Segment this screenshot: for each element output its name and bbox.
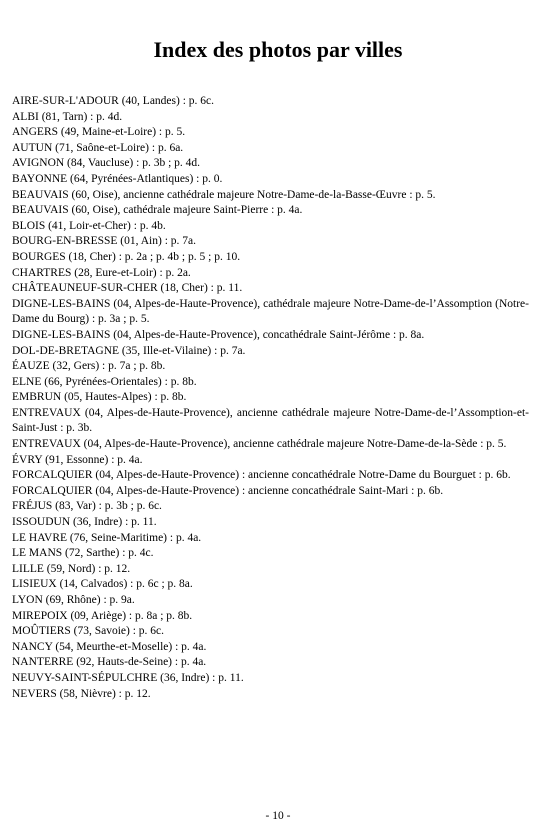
index-entry: AVIGNON (84, Vaucluse) : p. 3b ; p. 4d. (12, 157, 201, 170)
index-entry: FORCALQUIER (04, Alpes-de-Haute-Provence) : ancienne concathédrale Saint-Mari : p. 6b. (12, 484, 444, 497)
index-entry: BOURGES (18, Cher) : p. 2a ; p. 4b ; p. 5 ; p. 10. (12, 250, 241, 263)
index-entry: AIRE-SUR-L'ADOUR (40, Landes) : p. 6c. (12, 95, 215, 107)
index-entry: AUTUN (71, Saône-et-Loire) : p. 6a. (12, 141, 184, 154)
index-entry: DIGNE-LES-BAINS (04, Alpes-de-Haute-Provence), cathédrale majeure Notre-Dame-de-l’Assomption (Notre-Dame du Bourg) : p. 3a ; p. 5. (12, 297, 529, 326)
index-entry: NEUVY-SAINT-SÉPULCHRE (36, Indre) : p. 11. (12, 671, 244, 684)
index-entry: ISSOUDUN (36, Indre) : p. 11. (12, 516, 157, 529)
page-title: Index des photos par villes (153, 37, 403, 62)
index-entry: CHÂTEAUNEUF-SUR-CHER (18, Cher) : p. 11. (12, 282, 243, 295)
index-entry: BEAUVAIS (60, Oise), ancienne cathédrale majeure Notre-Dame-de-la-Basse-Œuvre : p. 5. (12, 188, 436, 201)
index-entry: ÉVRY (91, Essonne) : p. 4a. (12, 453, 143, 466)
index-entry: MOÛTIERS (73, Savoie) : p. 6c. (12, 625, 165, 638)
index-entry: LISIEUX (14, Calvados) : p. 6c ; p. 8a. (12, 578, 193, 591)
index-entry: BLOIS (41, Loir-et-Cher) : p. 4b. (12, 219, 166, 232)
index-entry: LE HAVRE (76, Seine-Maritime) : p. 4a. (12, 531, 202, 544)
index-entry: BOURG-EN-BRESSE (01, Ain) : p. 7a. (12, 235, 196, 248)
index-entry: ANGERS (49, Maine-et-Loire) : p. 5. (12, 126, 186, 139)
index-entry: ALBI (81, Tarn) : p. 4d. (12, 110, 123, 123)
index-entry: ENTREVAUX (04, Alpes-de-Haute-Provence), ancienne cathédrale majeure Notre-Dame-de-la-Sède : p. 5. (12, 438, 507, 451)
index-entry: ENTREVAUX (04, Alpes-de-Haute-Provence), ancienne cathédrale majeure Notre-Dame-de-l’Assomption-et-Saint-Just : p. 3b. (12, 406, 529, 435)
index-entry: NANTERRE (92, Hauts-de-Seine) : p. 4a. (12, 656, 207, 669)
index-entry: DOL-DE-BRETAGNE (35, Ille-et-Vilaine) : p. 7a. (12, 344, 246, 357)
index-entry: CHARTRES (28, Eure-et-Loir) : p. 2a. (12, 266, 191, 279)
index-entry: LYON (69, Rhône) : p. 9a. (12, 594, 135, 606)
index-entry: NEVERS (58, Nièvre) : p. 12. (12, 687, 151, 700)
index-entry: ELNE (66, Pyrénées-Orientales) : p. 8b. (12, 375, 197, 388)
index-entry: FORCALQUIER (04, Alpes-de-Haute-Provence) : ancienne concathédrale Notre-Dame du Bourguet : p. 6b. (12, 469, 511, 482)
index-entry: BEAUVAIS (60, Oise), cathédrale majeure Saint-Pierre : p. 4a. (12, 204, 303, 217)
city-index-list (12, 94, 529, 702)
index-entry: DIGNE-LES-BAINS (04, Alpes-de-Haute-Provence), concathédrale Saint-Jérôme : p. 8a. (12, 328, 425, 341)
index-entry: ÉAUZE (32, Gers) : p. 7a ; p. 8b. (12, 360, 166, 373)
index-entry: BAYONNE (64, Pyrénées-Atlantiques) : p. 0. (12, 172, 223, 185)
index-entry: LE MANS (72, Sarthe) : p. 4c. (12, 547, 154, 560)
index-entry: NANCY (54, Meurthe-et-Moselle) : p. 4a. (12, 640, 207, 653)
page-number: - 10 - (265, 810, 291, 822)
index-entry: FRÉJUS (83, Var) : p. 3b ; p. 6c. (12, 500, 162, 513)
index-entry: MIREPOIX (09, Ariège) : p. 8a ; p. 8b. (12, 609, 193, 622)
index-entry: EMBRUN (05, Hautes-Alpes) : p. 8b. (12, 391, 187, 404)
index-entry: LILLE (59, Nord) : p. 12. (12, 562, 131, 575)
